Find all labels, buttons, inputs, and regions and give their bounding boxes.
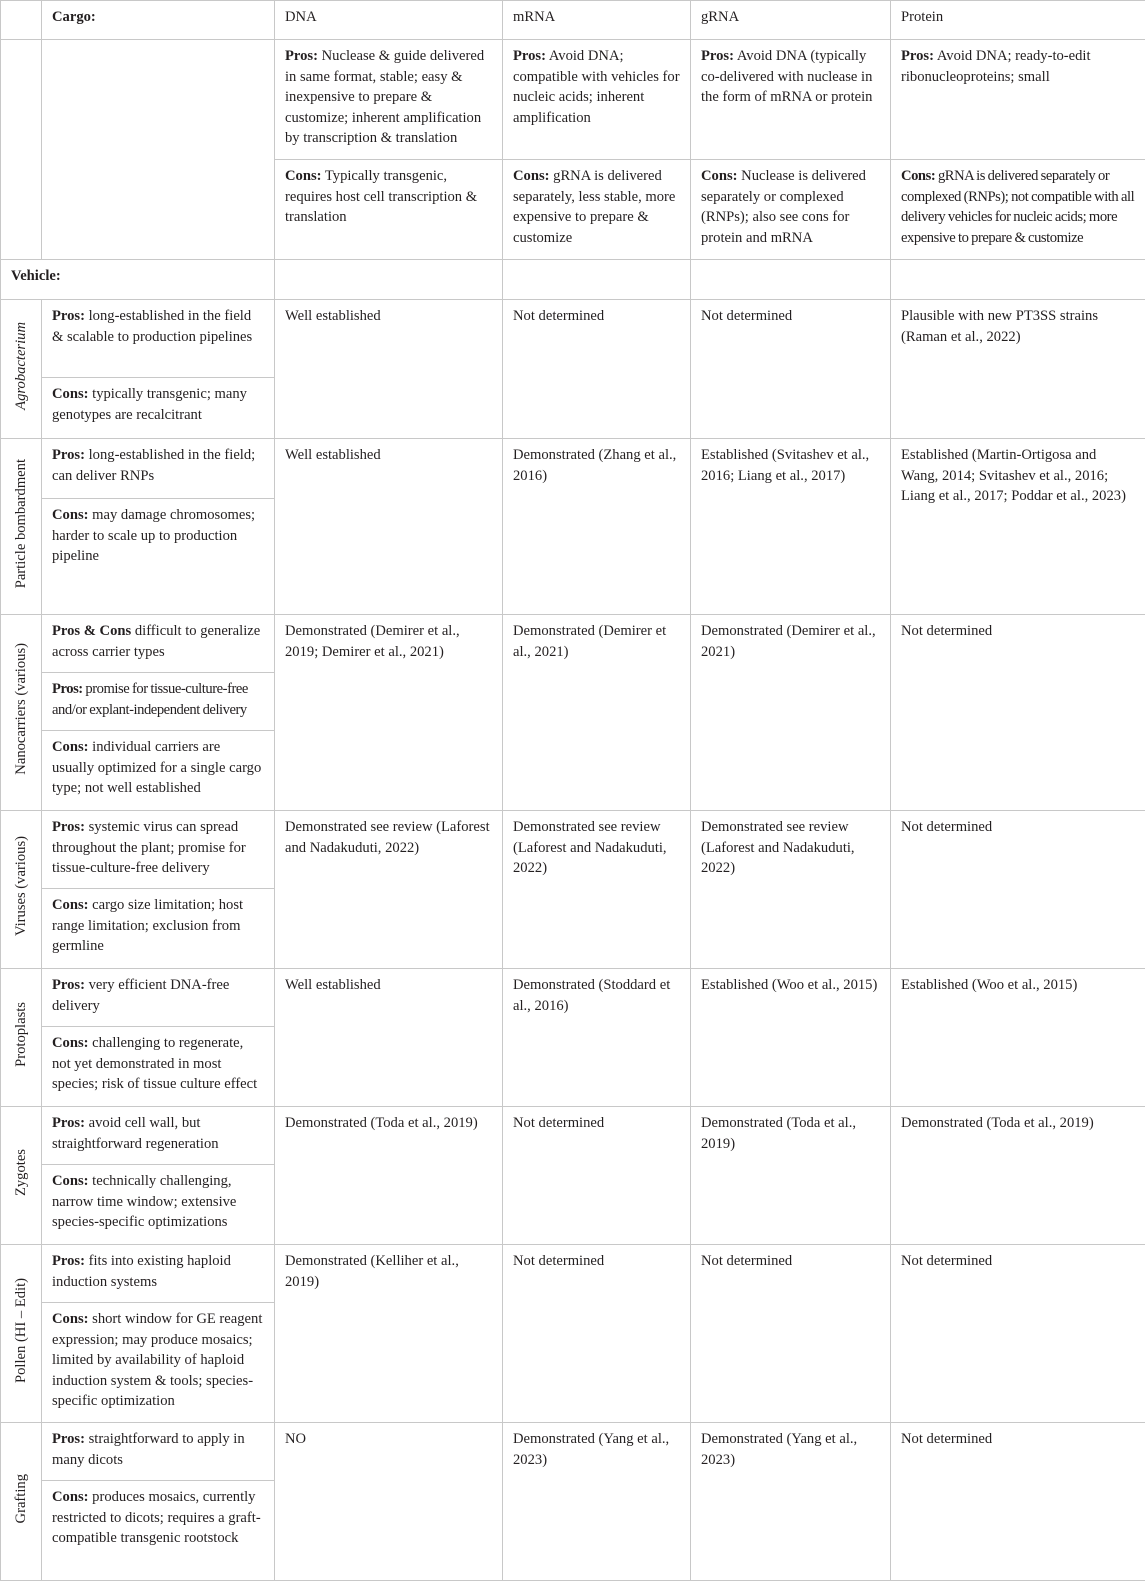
vehicle-row-grafting	[1, 1423, 1145, 1481]
vehicle-name-nanocarriers: Nanocarriers (various)	[1, 615, 42, 811]
cell-zygotes-dna: Demonstrated (Toda et al., 2019)	[275, 1107, 503, 1245]
cargo-pros-grna: Pros: Avoid DNA (typically co-delivered with nuclease in the form of mRNA or protein	[691, 40, 891, 160]
cargo-cons-mrna: Cons: gRNA is delivered separately, less stable, more expensive to prepare & customize	[503, 160, 691, 260]
cell-viruses-grna: Demonstrated see review (Laforest and Nadakuduti, 2022)	[691, 811, 891, 969]
cell-zygotes-grna: Demonstrated (Toda et al., 2019)	[691, 1107, 891, 1245]
cell-particle-bombardment-grna: Established (Svitashev et al., 2016; Liang et al., 2017)	[691, 439, 891, 615]
vehicle-name-protoplasts: Protoplasts	[1, 969, 42, 1107]
vehicle-cons: Cons: may damage chromosomes; harder to scale up to production pipeline	[42, 499, 275, 615]
cargo-pros-mrna: Pros: Avoid DNA; compatible with vehicles for nucleic acids; inherent amplification	[503, 40, 691, 160]
cell-agrobacterium-protein: Plausible with new PT3SS strains (Raman et al., 2022)	[891, 300, 1145, 439]
cell-particle-bombardment-dna: Well established	[275, 439, 503, 615]
vehicle-cons: Cons: cargo size limitation; host range limitation; exclusion from germline	[42, 889, 275, 969]
vehicle-pros: Pros: very efficient DNA-free delivery	[42, 969, 275, 1027]
column-header-protein: Protein	[891, 1, 1145, 40]
vehicle-pros: Pros: long-established in the field & scalable to production pipelines	[42, 300, 275, 378]
vehicle-pros: Pros: fits into existing haploid induction systems	[42, 1245, 275, 1303]
cell-nanocarriers-dna: Demonstrated (Demirer et al., 2019; Demirer et al., 2021)	[275, 615, 503, 811]
cargo-pros-row	[1, 40, 1145, 160]
blank-cell	[275, 260, 503, 300]
blank-cell	[1, 40, 42, 260]
vehicle-pros: Pros: avoid cell wall, but straightforward regeneration	[42, 1107, 275, 1165]
cargo-cons-dna: Cons: Typically transgenic, requires host cell transcription & translation	[275, 160, 503, 260]
vehicle-name-grafting: Grafting	[1, 1423, 42, 1581]
vehicle-pros: Pros: promise for tissue-culture-free and/or explant-independent delivery	[42, 673, 275, 731]
column-header-mrna: mRNA	[503, 1, 691, 40]
vehicle-name-agrobacterium: Agrobacterium	[1, 300, 42, 439]
column-header-dna: DNA	[275, 1, 503, 40]
cell-grafting-mrna: Demonstrated (Yang et al., 2023)	[503, 1423, 691, 1581]
blank-cell	[891, 260, 1145, 300]
cell-viruses-dna: Demonstrated see review (Laforest and Nadakuduti, 2022)	[275, 811, 503, 969]
cell-viruses-protein: Not determined	[891, 811, 1145, 969]
cell-nanocarriers-protein: Not determined	[891, 615, 1145, 811]
vehicle-label-row	[1, 260, 1145, 300]
cell-grafting-protein: Not determined	[891, 1423, 1145, 1581]
cell-nanocarriers-mrna: Demonstrated (Demirer et al., 2021)	[503, 615, 691, 811]
header-row	[1, 1, 1145, 40]
vehicle-row-pollen	[1, 1245, 1145, 1303]
cell-pollen-mrna: Not determined	[503, 1245, 691, 1423]
cargo-label: Cargo:	[42, 1, 275, 40]
vehicle-name-zygotes: Zygotes	[1, 1107, 42, 1245]
vehicle-cons: Cons: typically transgenic; many genotypes are recalcitrant	[42, 378, 275, 439]
vehicle-label: Vehicle:	[1, 260, 275, 300]
cell-viruses-mrna: Demonstrated see review (Laforest and Nadakuduti, 2022)	[503, 811, 691, 969]
cell-nanocarriers-grna: Demonstrated (Demirer et al., 2021)	[691, 615, 891, 811]
vehicle-pros-cons: Pros & Cons difficult to generalize across carrier types	[42, 615, 275, 673]
cell-agrobacterium-mrna: Not determined	[503, 300, 691, 439]
cell-protoplasts-protein: Established (Woo et al., 2015)	[891, 969, 1145, 1107]
cell-grafting-grna: Demonstrated (Yang et al., 2023)	[691, 1423, 891, 1581]
blank-cell	[691, 260, 891, 300]
cargo-pros-dna: Pros: Nuclease & guide delivered in same format, stable; easy & inexpensive to prepare & customize; inherent amplification by transcription & translation	[275, 40, 503, 160]
cell-pollen-protein: Not determined	[891, 1245, 1145, 1423]
cell-zygotes-mrna: Not determined	[503, 1107, 691, 1245]
vehicle-cons: Cons: produces mosaics, currently restricted to dicots; requires a graft-compatible transgenic rootstock	[42, 1481, 275, 1581]
vehicle-name-pollen: Pollen (HI – Edit)	[1, 1245, 42, 1423]
vehicle-name-particle-bombardment: Particle bombardment	[1, 439, 42, 615]
vehicle-cons: Cons: short window for GE reagent expression; may produce mosaics; limited by availability of haploid induction system & tools; species-specific optimization	[42, 1303, 275, 1423]
blank-cell	[503, 260, 691, 300]
cargo-cons-protein: Cons: gRNA is delivered separately or complexed (RNPs); not compatible with all delivery vehicles for nucleic acids; more expensive to prepare & customize	[891, 160, 1145, 260]
vehicle-cons: Cons: technically challenging, narrow time window; extensive species-specific optimizations	[42, 1165, 275, 1245]
cell-protoplasts-mrna: Demonstrated (Stoddard et al., 2016)	[503, 969, 691, 1107]
cargo-cons-grna: Cons: Nuclease is delivered separately or complexed (RNPs); also see cons for protein and mRNA	[691, 160, 891, 260]
column-header-grna: gRNA	[691, 1, 891, 40]
cell-agrobacterium-grna: Not determined	[691, 300, 891, 439]
vehicle-row-agrobacterium	[1, 300, 1145, 378]
cell-particle-bombardment-mrna: Demonstrated (Zhang et al., 2016)	[503, 439, 691, 615]
cell-protoplasts-grna: Established (Woo et al., 2015)	[691, 969, 891, 1107]
vehicle-row-viruses	[1, 811, 1145, 889]
vehicle-pros: Pros: straightforward to apply in many dicots	[42, 1423, 275, 1481]
vehicle-row-nanocarriers	[1, 615, 1145, 673]
cell-particle-bombardment-protein: Established (Martin-Ortigosa and Wang, 2014; Svitashev et al., 2016; Liang et al., 2017; Poddar et al., 2023)	[891, 439, 1145, 615]
vehicle-pros: Pros: long-established in the field; can deliver RNPs	[42, 439, 275, 499]
blank-cell	[42, 40, 275, 260]
cell-grafting-dna: NO	[275, 1423, 503, 1581]
vehicle-row-zygotes	[1, 1107, 1145, 1165]
corner-cell	[1, 1, 42, 40]
cargo-pros-protein: Pros: Avoid DNA; ready-to-edit ribonucleoproteins; small	[891, 40, 1145, 160]
vehicle-name-viruses: Viruses (various)	[1, 811, 42, 969]
vehicle-cons: Cons: challenging to regenerate, not yet demonstrated in most species; risk of tissue culture effect	[42, 1027, 275, 1107]
cell-pollen-dna: Demonstrated (Kelliher et al., 2019)	[275, 1245, 503, 1423]
cell-zygotes-protein: Demonstrated (Toda et al., 2019)	[891, 1107, 1145, 1245]
vehicle-row-protoplasts	[1, 969, 1145, 1027]
cell-agrobacterium-dna: Well established	[275, 300, 503, 439]
vehicle-cons: Cons: individual carriers are usually optimized for a single cargo type; not well established	[42, 731, 275, 811]
vehicle-pros: Pros: systemic virus can spread throughout the plant; promise for tissue-culture-free delivery	[42, 811, 275, 889]
cell-pollen-grna: Not determined	[691, 1245, 891, 1423]
vehicle-row-particle-bombardment	[1, 439, 1145, 499]
cell-protoplasts-dna: Well established	[275, 969, 503, 1107]
